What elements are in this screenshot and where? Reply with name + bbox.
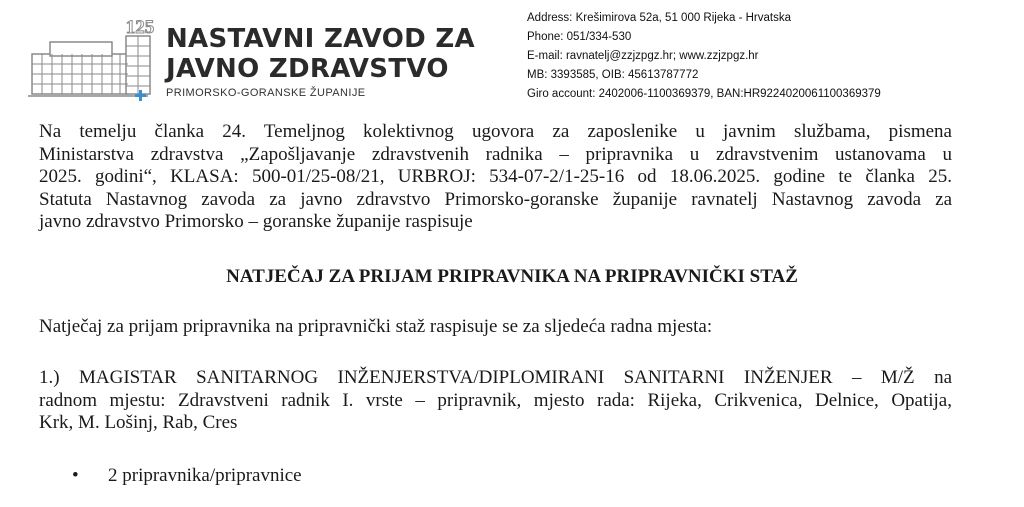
institute-name-line-1: NASTAVNI ZAVOD ZA: [166, 24, 475, 54]
item-line: radnom mjestu: Zdravstveni radnik I. vrste – pripravnik, mjesto rada: Rijeka, Crikvenica, Delnice, Opatija,: [39, 389, 952, 411]
document-title: NATJEČAJ ZA PRIJAM PRIPRAVNIKA NA PRIPRAVNIČKI STAŽ: [226, 266, 798, 287]
contact-ids: MB: 3393585, OIB: 45613787772: [527, 69, 699, 81]
contact-phone: Phone: 051/334-530: [527, 31, 632, 43]
contact-email: E-mail: ravnatelj@zzjzpgz.hr; www.zzjzpgz.hr: [527, 50, 759, 62]
bullet-item: [72, 465, 302, 488]
intro-line: javno zdravstvo Primorsko – goranske županije raspisuje: [39, 211, 473, 232]
institute-name-line-2: JAVNO ZDRAVSTVO: [166, 54, 449, 84]
item-line: Krk, M. Lošinj, Rab, Cres: [39, 412, 238, 433]
institute-subtitle: PRIMORSKO-GORANSKE ŽUPANIJE: [166, 87, 366, 99]
intro-line: Statuta Nastavnog zavoda za javno zdravstvo Primorsko-goranske županije ravnatelj Nastavnog zavoda za: [39, 188, 952, 210]
contact-giro: Giro account: 2402006-1100369379, BAN:HR9224020061100369379: [527, 88, 881, 100]
lead-sentence: Natječaj za prijam pripravnika na pripravnički staž raspisuje se za sljedeća radna mjesta:: [39, 316, 713, 337]
intro-line: Ministarstva zdravstva „Zapošljavanje zdravstvenih radnika – pripravnika u zdravstvenim ustanovama u: [39, 143, 952, 165]
contact-block: [527, 9, 881, 104]
badge-number: 125: [125, 17, 155, 38]
intro-paragraph: [39, 121, 952, 234]
intro-line: 2025. godini“, KLASA: 500-01/25-08/21, URBROJ: 534-07-2/1-25-16 od 18.06.2025. godine te članka 25.: [39, 166, 952, 187]
bullet-dot-icon: •: [72, 465, 79, 486]
position-item-1: [39, 367, 952, 435]
institute-name: [166, 24, 475, 84]
letterhead: [0, 0, 1024, 112]
contact-address: Address: Krešimirova 52a, 51 000 Rijeka - Hrvatska: [527, 12, 791, 24]
intro-line: Na temelju članka 24. Temeljnog kolektivnog ugovora za zaposlenike u javnim službama, pismena: [39, 121, 952, 142]
item-line: 1.) MAGISTAR SANITARNOG INŽENJERSTVA/DIPLOMIRANI SANITARNI INŽENJER – M/Ž na: [39, 367, 952, 388]
anniversary-badge: [122, 14, 158, 38]
bullet-text: 2 pripravnika/pripravnice: [108, 465, 302, 486]
